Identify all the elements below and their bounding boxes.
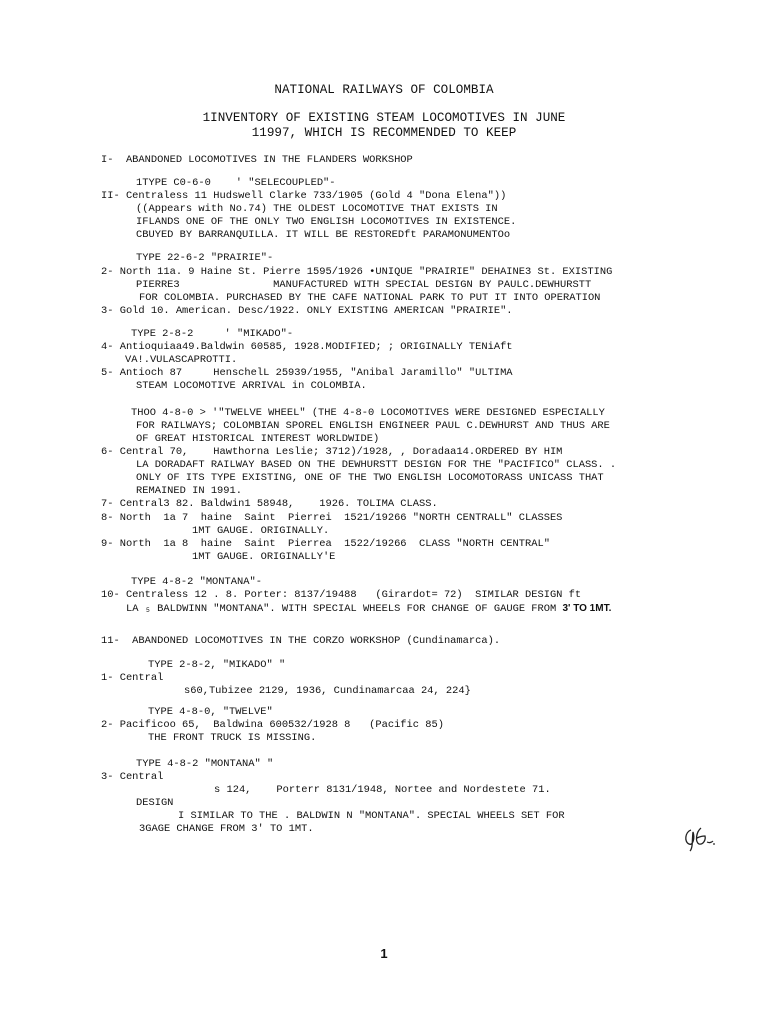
entry-continuation: REMAINED IN 1991. bbox=[136, 485, 243, 497]
type-heading: TYPE 4-8-2 "MONTANA"- bbox=[131, 576, 262, 588]
type-heading: TYPE 4-8-0, "TWELVE" bbox=[148, 706, 273, 718]
entry-continuation: LA DORADAFT RAILWAY BASED ON THE DEWHURSTT DESIGN FOR THE "PACIFICO" CLASS. . bbox=[136, 459, 617, 471]
inventory-entry: 2- North 11a. 9 Haine St. Pierre 1595/1926 •UNIQUE "PRAIRIE" DEHAINE3 St. EXISTING bbox=[101, 266, 613, 278]
type-heading: 1TYPE C0-6-0 ' "SELECOUPLED"- bbox=[136, 177, 336, 189]
type-heading: TYPE 2-8-2 ' "MIKADO"- bbox=[131, 328, 294, 340]
entry-continuation: I SIMILAR TO THE . BALDWIN N "MONTANA". SPECIAL WHEELS SET FOR bbox=[178, 810, 565, 822]
section-heading: I- ABANDONED LOCOMOTIVES IN THE FLANDERS WORKSHOP bbox=[101, 154, 413, 166]
entry-continuation: PIERRE3 MANUFACTURED WITH SPECIAL DESIGN BY PAULC.DEWHURSTT bbox=[136, 279, 592, 291]
entry-continuation: s60,Tubizee 2129, 1936, Cundinamarcaa 24, 224} bbox=[184, 685, 471, 697]
inventory-entry: 10- Centraless 12 . 8. Porter: 8137/19488 (Girardot= 72) SIMILAR DESIGN ft bbox=[101, 589, 582, 601]
inventory-entry: 5- Antioch 87 HenschelL 25939/1955, "Anibal Jaramillo" "ULTIMA bbox=[101, 367, 513, 379]
section-heading: 11- ABANDONED LOCOMOTIVES IN THE CORZO WORKSHOP (Cundinamarca). bbox=[101, 635, 501, 647]
inventory-entry: 1- Central bbox=[101, 672, 164, 684]
inventory-entry: 8- North 1a 7 haine Saint Pierrei 1521/19266 "NORTH CENTRALL" CLASSES bbox=[101, 512, 563, 524]
type-heading: TYPE 4-8-2 "MONTANA" " bbox=[136, 758, 274, 770]
inventory-entry: 7- Central3 82. Baldwin1 58948, 1926. TOLIMA CLASS. bbox=[101, 498, 438, 510]
inventory-entry: 9- North 1a 8 haine Saint Pierrea 1522/19266 CLASS "NORTH CENTRAL" bbox=[101, 538, 550, 550]
entry-continuation: LA ₅ BALDWINN "MONTANA". WITH SPECIAL WHEELS FOR CHANGE OF GAUGE FROM 3' TO 1MT. bbox=[126, 603, 612, 615]
entry-continuation: ((Appears with No.74) THE OLDEST LOCOMOTIVE THAT EXISTS IN bbox=[136, 203, 498, 215]
type-heading: TYPE 2-8-2, "MIKADO" " bbox=[148, 659, 286, 671]
entry-continuation: FOR RAILWAYS; COLOMBIAN SPOREL ENGLISH ENGINEER PAUL C.DEWHURST AND THUS ARE bbox=[136, 420, 610, 432]
entry-continuation: s 124, Porterr 8131/1948, Nortee and Nordestete 71. bbox=[214, 784, 551, 796]
entry-continuation: OF GREAT HISTORICAL INTEREST WORLDWIDE) bbox=[136, 433, 380, 445]
page-subtitle: 1INVENTORY OF EXISTING STEAM LOCOMOTIVES IN JUNE bbox=[202, 111, 566, 125]
entry-continuation: 1MT GAUGE. ORIGINALLY'E bbox=[192, 551, 336, 563]
entry-continuation: DESIGN bbox=[136, 797, 174, 809]
inventory-entry: 2- Pacificoo 65, Baldwina 600532/1928 8 (Pacific 85) bbox=[101, 719, 444, 731]
entry-continuation: 1MT GAUGE. ORIGINALLY. bbox=[192, 525, 330, 537]
entry-continuation: CBUYED BY BARRANQUILLA. IT WILL BE RESTOREDft PARAMONUMENTOo bbox=[136, 229, 511, 241]
entry-continuation: 3GAGE CHANGE FROM 3' TO 1MT. bbox=[139, 823, 314, 835]
inventory-entry: 6- Central 70, Hawthorna Leslie; 3712)/1928, , Doradaa14.ORDERED BY HIM bbox=[101, 446, 563, 458]
type-heading: TYPE 22-6-2 "PRAIRIE"- bbox=[136, 252, 274, 264]
page-title: NATIONAL RAILWAYS OF COLOMBIA bbox=[274, 83, 494, 97]
entry-continuation: STEAM LOCOMOTIVE ARRIVAL in COLOMBIA. bbox=[136, 380, 367, 392]
entry-continuation: THE FRONT TRUCK IS MISSING. bbox=[148, 732, 317, 744]
entry-continuation: IFLANDS ONE OF THE ONLY TWO ENGLISH LOCOMOTIVES IN EXISTENCE. bbox=[136, 216, 517, 228]
page-subtitle: 11997, WHICH IS RECOMMENDED TO KEEP bbox=[251, 126, 517, 140]
entry-continuation: ONLY OF ITS TYPE EXISTING, ONE OF THE TWO ENGLISH LOCOMOTORASS UNICASS THAT bbox=[136, 472, 604, 484]
type-heading: THOO 4-8-0 > '"TWELVE WHEEL" (THE 4-8-0 LOCOMOTIVES WERE DESIGNED ESPECIALLY bbox=[131, 407, 605, 419]
page-number: 1 bbox=[380, 946, 388, 961]
entry-continuation: FOR COLOMBIA. PURCHASED BY THE CAFE NATIONAL PARK TO PUT IT INTO OPERATION bbox=[139, 292, 601, 304]
inventory-entry: 4- Antioquiaa49.Baldwin 60585, 1928.MODIFIED; ; ORIGINALLY TENiAft bbox=[101, 341, 513, 353]
handwritten-initials bbox=[681, 824, 717, 852]
inventory-entry: 3- Gold 10. American. Desc/1922. ONLY EXISTING AMERICAN "PRAIRIE". bbox=[101, 305, 513, 317]
inventory-entry: II- Centraless 11 Hudswell Clarke 733/1905 (Gold 4 "Dona Elena")) bbox=[101, 190, 507, 202]
entry-continuation: VA!.VULASCAPROTTI. bbox=[125, 354, 238, 366]
inventory-entry: 3- Central bbox=[101, 771, 164, 783]
